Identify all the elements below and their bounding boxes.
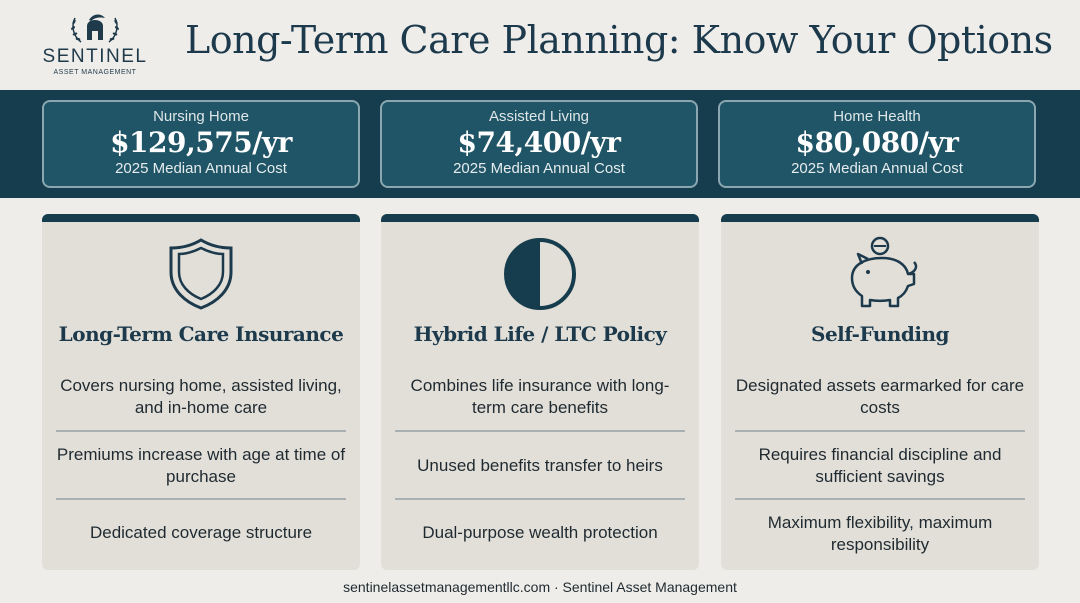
option-card-self-funding [721, 214, 1039, 570]
spartan-helmet-laurel-icon [67, 12, 123, 46]
logo-subtitle: ASSET MANAGEMENT [53, 69, 137, 76]
page-title: Long-Term Care Planning: Know Your Options [185, 18, 1053, 62]
divider [56, 430, 346, 432]
option-point: Dedicated coverage structure [89, 523, 313, 542]
divider [395, 430, 685, 432]
option-title: Hybrid Life / LTC Policy [413, 322, 667, 346]
divider [735, 430, 1025, 432]
option-point: Dual-purpose wealth protection [422, 523, 658, 542]
logo-name: SENTINEL [42, 46, 148, 67]
card-top-bar [381, 214, 699, 222]
card-top-bar [42, 214, 360, 222]
cost-card-nursing-home [42, 100, 360, 188]
divider [735, 498, 1025, 500]
option-point: Covers nursing home, assisted living, and in-home care [60, 376, 342, 417]
cost-value: $129,575/yr [110, 126, 292, 159]
option-point: Designated assets earmarked for care costs [735, 376, 1025, 417]
card-top-bar [721, 214, 1039, 222]
cost-card-assisted-living [380, 100, 698, 188]
half-circle-icon [500, 234, 580, 314]
piggy-bank-icon [840, 234, 920, 314]
company-logo [30, 12, 160, 82]
option-point: Unused benefits transfer to heirs [417, 456, 663, 475]
option-title: Self-Funding [811, 322, 949, 346]
option-point: Combines life insurance with long-term care benefits [410, 376, 670, 417]
shield-icon [161, 234, 241, 314]
option-point: Maximum flexibility, maximum responsibility [767, 513, 993, 554]
cost-value: $74,400/yr [457, 126, 621, 159]
divider [395, 498, 685, 500]
cost-value: $80,080/yr [795, 126, 959, 159]
option-point: Requires financial discipline and sufficient savings [758, 445, 1002, 486]
option-card-hybrid-policy [381, 214, 699, 570]
cost-label: Home Health [833, 108, 921, 125]
option-card-ltc-insurance [42, 214, 360, 570]
footer: sentinelassetmanagementllc.com · Sentinel Asset Management [343, 579, 737, 595]
option-point: Premiums increase with age at time of purchase [56, 445, 346, 486]
cost-note: 2025 Median Annual Cost [115, 160, 287, 177]
cost-note: 2025 Median Annual Cost [791, 160, 963, 177]
cost-label: Nursing Home [153, 108, 249, 125]
cost-label: Assisted Living [488, 108, 590, 125]
divider [56, 498, 346, 500]
cost-band [0, 90, 1080, 198]
option-title: Long-Term Care Insurance [58, 322, 344, 346]
cost-note: 2025 Median Annual Cost [453, 160, 625, 177]
header [0, 0, 1080, 90]
cost-card-home-health [718, 100, 1036, 188]
